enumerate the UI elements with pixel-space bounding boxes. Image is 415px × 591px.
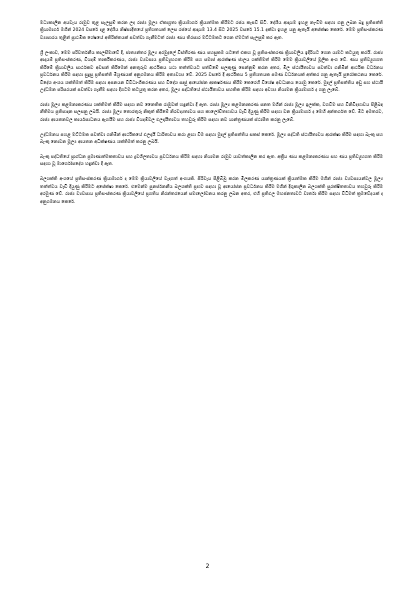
body-paragraph-6: බලශක්ති අංශයේ ප්‍රතිසංස්කරණ ක්‍රියාමාර්ග ද මෙම ක්‍රියාවලියේ වැදගත් අංගයකි. පිරිවැය පිළිබිඹු කරන මිලකරණ යාන්ත්‍රණයක් ක්‍රියාත්මක කිරීම මගින් රාජ්‍ය ව්‍යවසායන්වල මූල්‍ය තත්ත්වය වැඩි දියුණු කිරීමට අපේක්ෂා කෙරේ. එමෙන්ම පුනර්ජනනීය බලශක්ති ප්‍රභව සඳහා වූ ආයෝජන ප්‍රවර්ධනය කිරීම මගින් දිගුකාලීන බලශක්ති සුරක්ෂිතතාවය තහවුරු කිරීම අරමුණ වේ. රාජ්‍ය ව්‍යවසාය ප්‍රතිසංස්කරණ ක්‍රියාවලියේ ප්‍රගතිය නිරන්තරයෙන් සමාලෝචනය කරනු ලබන අතර, එහි ප්‍රතිඵල මහජනතාවට වාර්තා කිරීම සඳහා විධිමත් ක්‍රමවේදයක් ද අනුගමනය කෙරේ. (40, 177, 383, 205)
body-paragraph-1: මධ්‍යකාලීන අයවැය රාමුව තුළ සැලසුම් කරන ලද රාජ්‍ය මූල්‍ය ඒකාග්‍රතා ක්‍රියාමාර්ග ක්‍රියාත්මක කිරීමට රජය කැපවී සිටී. දේශීය ආදායම ඉහළ නැංවීම සඳහා ගනු ලබන බදු ප්‍රතිපත්ති ක්‍රියාමාර්ග මගින් 2024 වසරේ දළ දේශීය නිෂ්පාදිතයේ ප්‍රතිශතයක් ලෙස රජයේ ආදායම 13.4 සිට 2025 වසරේ 15.1 දක්වා ඉහළ යනු ඇතැයි අපේක්ෂා කෙරේ. මෙම ප්‍රතිසංස්කරණ ව්‍යාපාරය තුළින් ප්‍රාථමික ශේෂයේ අතිරික්තයක් පවත්වා ගැනීමටත් රාජ්‍ය ණය තිරසාර මට්ටමකට ගෙන ඒමටත් සැලසුම් කර ඇත. (40, 21, 383, 41)
body-paragraph-5: බැංකු පද්ධතියේ ප්‍රාග්ධන ප්‍රමාණාත්මකතාවය සහ ද්‍රවශීලතාවය ප්‍රවර්ධනය කිරීම සඳහා නියාමන රාමුව යාවත්කාලීන කර ඇත. අක්‍රීය ණය කළමනාකරණය සහ ණය ප්‍රතිව්‍යුහගත කිරීම සඳහා වූ මාර්ගෝපදේශ හඳුන්වා දී ඇත. (40, 154, 383, 168)
page-number: 2 (205, 563, 210, 570)
body-paragraph-4: උද්ධමනය පහළ මට්ටමක පවත්වා ගනිමින් ආර්ථිකයේ ඵලදායී ධාරිතාවය කරා ළඟා වීම සඳහා මුදල් ප්‍රතිපත්තිය සකස් කෙරේ. මූල්‍ය පද්ධති ස්ථායීතාවය ආරක්ෂා කිරීම සඳහා බැංකු සහ බැංකු නොවන මූල්‍ය ආයතන අධීක්ෂණය ශක්තිමත් කරනු ලබයි. (40, 132, 383, 146)
body-paragraph-3: රාජ්‍ය මූල්‍ය කළමනාකරණය ශක්තිමත් කිරීම සඳහා නව නෛතික රාමුවක් හඳුන්වා දී ඇත. රාජ්‍ය මූල්‍ය කළමනාකරණ පනත මගින් රාජ්‍ය මූල්‍ය ඉලක්ක, වගවීම සහ විනිවිදභාවය පිළිබඳ නීතිමය ප්‍රතිපාදන සලසනු ලබයි. රාජ්‍ය මූල්‍ය තොරතුරු නිකුත් කිරීමේ නිරවද්‍යතාවය සහ කාලෝචිතභාවය වැඩි දියුණු කිරීම සඳහා වන ක්‍රියාමාර්ග ද මෙහි අන්තර්ගත වේ. මීට අමතරව, රාජ්‍ය ආයතනවල කාර්යසාධනය ඇගයීම සහ රාජ්‍ය වියදම්වල ඵලදායීතාවය තහවුරු කිරීම සඳහා නව යාන්ත්‍රණයක් ස්ථාපිත කරනු ලැබේ. (40, 102, 383, 123)
body-paragraph-2: ශ්‍රී ලංකාව, මෙම පරිවර්තනීය කාලසීමාවේ දී, ජාත්‍යන්තර මූල්‍ය අරමුදලේ විස්තීරණ ණය පහසුකම යටතේ එකඟ වූ ප්‍රතිසංස්කරණ ක්‍රියාවලිය ඉදිරියට ගෙන යාමට කටයුතු කරයි. රාජ්‍ය ආදායම් ප්‍රතිසංස්කරණ, වියදම් තාර්කීකරණය, රාජ්‍ය ව්‍යවසාය ප්‍රතිව්‍යුහගත කිරීම සහ සමාජ ආරක්ෂණ ජාලය ශක්තිමත් කිරීම මෙම ක්‍රියාවලියේ මූලික අංග වේ. ණය ප්‍රතිව්‍යුහගත කිරීමේ ක්‍රියාවලිය සාර්ථකව අවසන් කිරීමෙන් අනතුරුව ආර්ථිකය යථා තත්ත්වයට පත්වීමේ සලකුණු පෙන්නුම් කරන අතර, මිල ස්ථායීතාවය පවත්වා ගනිමින් ආර්ථික වර්ධනය ප්‍රවර්ධනය කිරීම සඳහා සුදුසු ප්‍රතිපත්ති මිශ්‍රණයක් අනුගමනය කිරීම අත්‍යවශ්‍ය වේ. 2025 වසරේ දී ආර්ථිකය 5 ප්‍රතිශතයක පමණ වර්ධනයක් අත්කර ගනු ඇතැයි පුරෝකථනය කෙරේ. විදේශ අංශය ශක්තිමත් කිරීම සඳහා අපනයන විවිධාංගීකරණය සහ විදේශ සෘජු ආයෝජන ආකර්ෂණය කිරීම කෙරෙහි විශේෂ අවධානය යොමු කෙරේ. මුදල් ප්‍රතිපත්තිය අඩු සහ ස්ථායී උද්ධමන පරිසරයක් පවත්වා ගැනීම සඳහා දිගටම කටයුතු කරන අතර, මූල්‍ය පද්ධතියේ ස්ථායීතාවය සහතික කිරීම සඳහා අවශ්‍ය නියාමන ක්‍රියාමාර්ග ද ගනු ලැබේ. (40, 50, 383, 94)
